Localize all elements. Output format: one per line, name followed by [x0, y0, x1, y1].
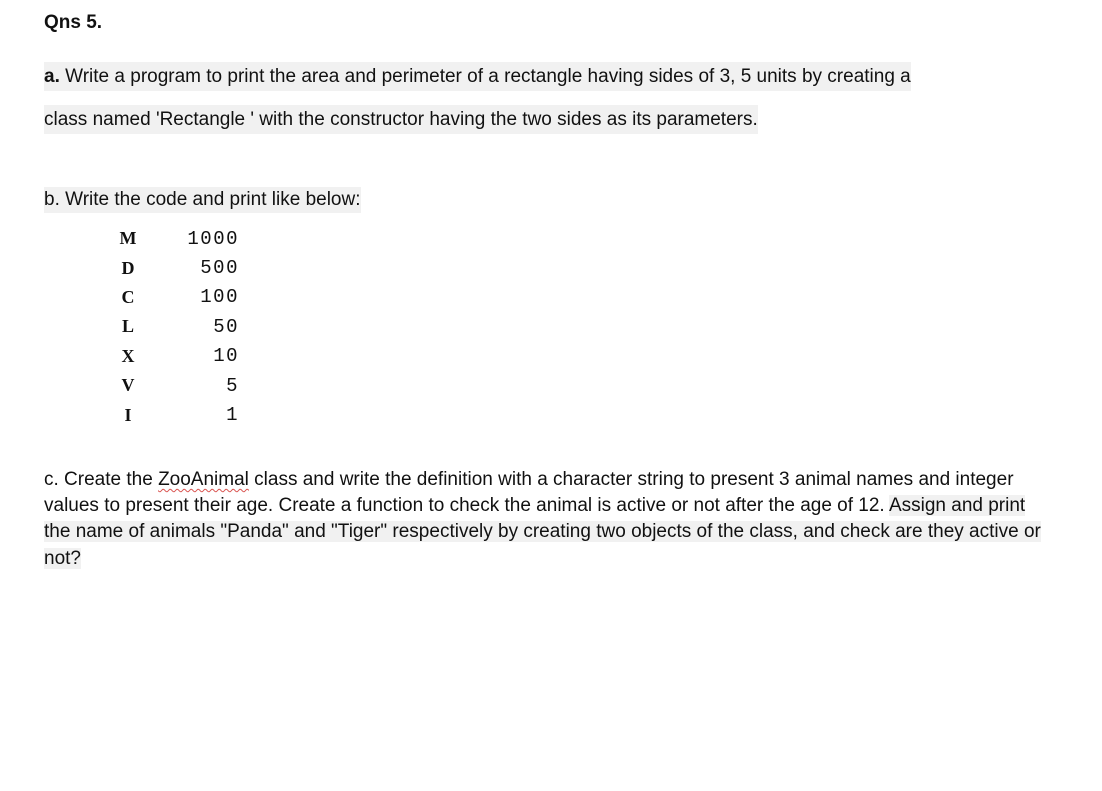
roman-letter: D [121, 257, 135, 278]
roman-row-v [112, 371, 239, 400]
question-a [44, 55, 1044, 141]
roman-value: 1000 [187, 227, 239, 250]
roman-value: 1 [226, 404, 239, 427]
roman-value: 5 [226, 374, 239, 397]
question-a-prefix: a. [44, 66, 60, 87]
question-c [44, 467, 1054, 572]
roman-letter: C [121, 286, 135, 307]
roman-value: 100 [200, 286, 239, 309]
question-c-part3: Assign and print the name of animals "Panda" and "Tiger" respectively by creating two objects of the class, and check are they active or not? [44, 495, 1041, 569]
roman-value: 500 [200, 257, 239, 280]
roman-row-i [112, 400, 239, 429]
roman-row-m [112, 224, 239, 253]
question-c-class-name: ZooAnimal [158, 469, 249, 490]
roman-row-d [112, 253, 239, 282]
roman-value: 10 [213, 345, 239, 368]
question-a-text-line2: class named 'Rectangle ' with the constructor having the two sides as its parameters. [44, 105, 758, 134]
roman-letter: V [121, 375, 135, 396]
roman-row-x [112, 342, 239, 371]
roman-letter: I [124, 404, 132, 425]
roman-letter: X [121, 345, 135, 366]
roman-row-l [112, 312, 239, 341]
question-a-line1 [44, 62, 911, 91]
roman-value: 50 [213, 315, 239, 338]
roman-letter: M [119, 228, 137, 249]
question-heading: Qns 5. [44, 12, 103, 33]
roman-letter: L [121, 316, 134, 337]
question-c-part1: c. Create the [44, 469, 159, 490]
question-c-part2: class and write the definition with a character string to present 3 animal names and integer values to present their age. Create a function to check the animal is active or not after the age of 12. [44, 469, 1014, 517]
question-b: b. Write the code and print like below: [44, 187, 361, 213]
question-a-text-line1: Write a program to print the area and perimeter of a rectangle having sides of 3, 5 units by creating a [59, 66, 911, 87]
roman-numeral-table [112, 224, 239, 430]
roman-row-c [112, 283, 239, 312]
